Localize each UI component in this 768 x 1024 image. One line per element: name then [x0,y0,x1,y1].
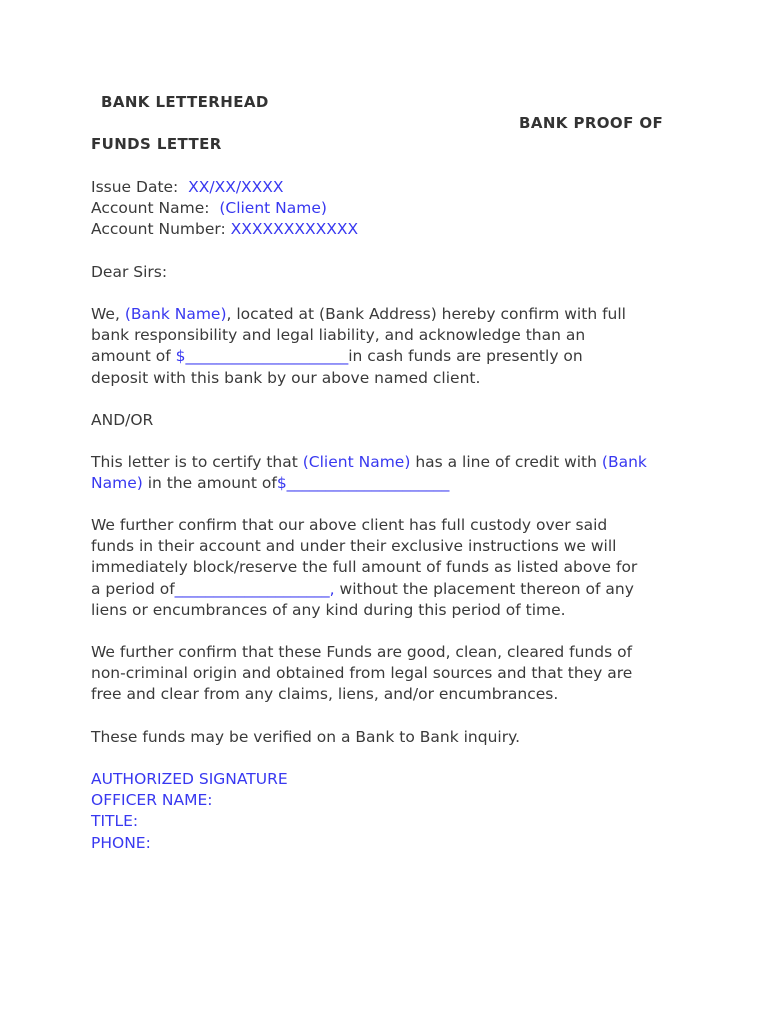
account-number-value: XXXXXXXXXXXX [230,220,359,239]
signature-block [91,769,691,854]
issue-date-label: Issue Date: [91,178,179,196]
bank-name-placeholder-cont: Name) [91,474,143,493]
text: in the amount of [147,474,277,493]
text: a period of [91,579,175,598]
text-line: free and clear from any claims, liens, and/or encumbrances. [91,685,559,704]
paragraph-custody [91,515,691,621]
officer-name-label: OFFICER NAME: [91,791,213,810]
bank-name-placeholder: (Bank [601,453,647,471]
text-line: liens or encumbrances of any kind during this period of time. [91,600,566,619]
text-line: We further confirm that these Funds are good, clean, cleared funds of [91,643,633,661]
account-number-label: Account Number: [91,220,226,239]
account-number-row [91,219,691,240]
text-line: deposit with this bank by our above named client. [91,368,481,387]
text: without the placement thereon of any [339,579,634,598]
letterhead-heading: BANK LETTERHEAD [101,93,269,111]
amount-blank: $_____________________ [175,347,349,366]
letter-title-part2: FUNDS LETTER [91,135,222,153]
client-name-placeholder: (Client Name) [302,453,411,471]
letter-title-part1: BANK PROOF OF [519,114,664,132]
and-or-separator: AND/OR [91,411,154,429]
bank-name-placeholder: (Bank Name) [124,305,227,323]
account-name-label: Account Name: [91,199,210,218]
issue-date-row [91,177,691,198]
text: has a line of credit with [415,453,597,471]
text: We, [91,305,120,323]
text-line: immediately block/reserve the full amount of funds as listed above for [91,558,638,577]
paragraph-verification: These funds may be verified on a Bank to Bank inquiry. [91,728,520,746]
amount-blank: $_____________________ [276,474,450,493]
account-name-row [91,198,691,219]
text: This letter is to certify that [91,453,298,471]
text: in cash funds are presently on [348,347,583,366]
title-label: TITLE: [91,812,139,831]
account-details [91,177,691,241]
text-line: non-criminal origin and obtained from legal sources and that they are [91,664,633,683]
text: , located at (Bank Address) hereby confirm with full [226,305,626,323]
authorized-signature-label: AUTHORIZED SIGNATURE [91,770,288,788]
text-line: bank responsibility and legal liability, and acknowledge than an [91,326,586,345]
text-line: funds in their account and under their exclusive instructions we will [91,537,617,556]
paragraph-clean-funds [91,642,691,706]
salutation: Dear Sirs: [91,263,168,281]
account-name-value: (Client Name) [219,199,327,218]
issue-date-value: XX/XX/XXXX [188,178,284,196]
text-line: We further confirm that our above client has full custody over said [91,516,608,534]
text: amount of [91,347,171,366]
phone-label: PHONE: [91,833,151,852]
paragraph-line-of-credit [91,452,691,494]
period-blank: ____________________, [174,579,335,598]
paragraph-deposit-confirmation [91,304,691,389]
